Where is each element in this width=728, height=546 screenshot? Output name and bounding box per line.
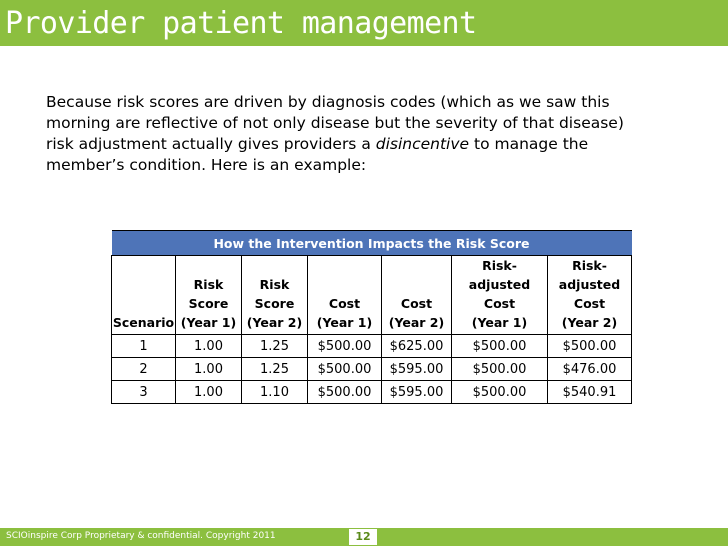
column-header (176, 256, 242, 335)
column-header (382, 256, 452, 335)
column-header (112, 256, 176, 335)
column-header-text: Cost (483, 296, 516, 311)
table-cell: $540.91 (548, 381, 632, 404)
table-cell: $500.00 (452, 381, 548, 404)
column-header-text: Score (254, 296, 295, 311)
table-cell: $500.00 (548, 335, 632, 358)
column-header-text: Scenario (112, 315, 175, 330)
paragraph-line-3-end: to manage the (469, 135, 589, 153)
column-header-text: Risk (259, 277, 290, 292)
paragraph-line-4: member’s condition. Here is an example: (46, 156, 367, 174)
column-header-text: (Year 1) (316, 315, 373, 330)
column-header-text: Risk (193, 277, 224, 292)
column-header-text: Risk- (572, 258, 607, 273)
column-header-text: (Year 2) (561, 315, 618, 330)
table-cell: $595.00 (382, 381, 452, 404)
footer-bar (0, 528, 728, 546)
emphasis-text: disincentive (375, 135, 470, 153)
table-row (112, 358, 632, 381)
table-cell: 1 (112, 335, 176, 358)
slide-title: Provider patient management (5, 6, 477, 41)
table-title-row (112, 231, 632, 256)
column-header-text: Risk-adjusted (468, 258, 531, 292)
table-cell: $476.00 (548, 358, 632, 381)
risk-score-table (111, 230, 632, 404)
table-cell: 2 (112, 358, 176, 381)
column-header-text: Score (188, 296, 229, 311)
table-cell: $500.00 (452, 358, 548, 381)
column-header-text: (Year 1) (471, 315, 528, 330)
table-row (112, 335, 632, 358)
paragraph-line-3 (46, 134, 686, 155)
paragraph-line-2: morning are reflective of not only disease but the severity of that disease) (46, 114, 624, 132)
page-number: 12 (349, 529, 377, 545)
table-cell: 1.00 (176, 358, 242, 381)
table-cell: $500.00 (308, 335, 382, 358)
column-header-text: (Year 1) (180, 315, 237, 330)
column-header-text: Cost (328, 296, 361, 311)
column-header-text: (Year 2) (388, 315, 445, 330)
footer-copyright: SCIOinspire Corp Proprietary & confidential. Copyright 2011 (6, 531, 276, 541)
paragraph-line-1: Because risk scores are driven by diagnosis codes (which as we saw this (46, 93, 610, 111)
table-cell: $500.00 (308, 358, 382, 381)
column-header-text: adjusted (558, 277, 621, 292)
table-cell: $500.00 (308, 381, 382, 404)
column-header-text: (Year 2) (246, 315, 303, 330)
column-header (308, 256, 382, 335)
column-header-text: Cost (400, 296, 433, 311)
column-header-text: Cost (573, 296, 606, 311)
table-cell: $595.00 (382, 358, 452, 381)
table-row (112, 381, 632, 404)
table-cell: 1.25 (242, 335, 308, 358)
paragraph-line-3-start: risk adjustment actually gives providers a (46, 135, 376, 153)
table-cell: $625.00 (382, 335, 452, 358)
table-cell: 1.25 (242, 358, 308, 381)
table-cell: 3 (112, 381, 176, 404)
column-header (452, 256, 548, 335)
table-cell: 1.10 (242, 381, 308, 404)
table-cell: 1.00 (176, 335, 242, 358)
table-cell: $500.00 (452, 335, 548, 358)
title-bar (0, 0, 728, 46)
body-paragraph (46, 92, 686, 176)
column-header (242, 256, 308, 335)
table-title: How the Intervention Impacts the Risk Score (112, 231, 632, 256)
column-header (548, 256, 632, 335)
table-header-row (112, 256, 632, 335)
table-cell: 1.00 (176, 381, 242, 404)
